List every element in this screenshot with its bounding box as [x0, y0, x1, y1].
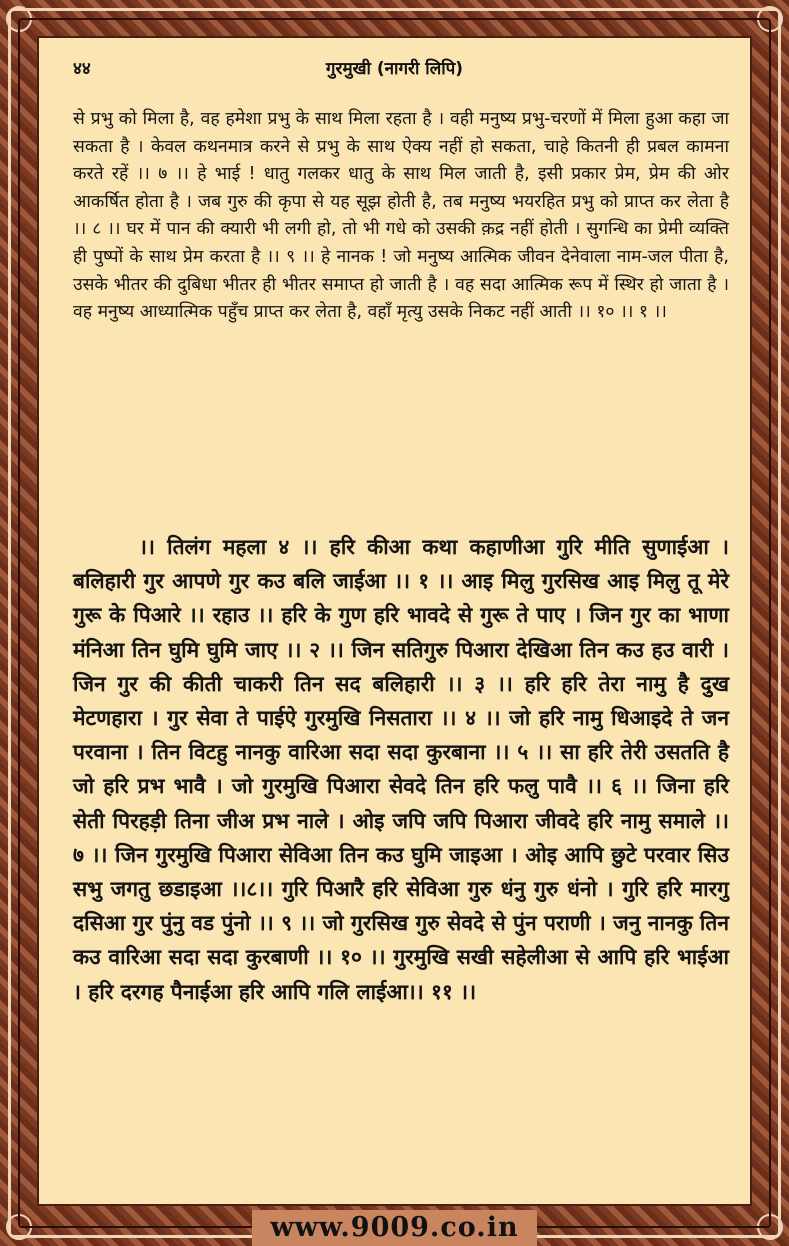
footer	[0, 1210, 789, 1246]
page	[37, 36, 752, 1206]
page-number: ४४	[73, 59, 91, 79]
running-title: गुरमुखी (नागरी लिपि)	[325, 59, 464, 79]
corner-ornament-top-right	[757, 6, 783, 32]
website-url[interactable]: www.9009.co.in	[252, 1210, 536, 1246]
commentary-paragraph: से प्रभु को मिला है, वह हमेशा प्रभु के साथ मिला रहता है । वही मनुष्य प्रभु-चरणों में मिला हुआ कहा जा सकता है । केवल कथनमात्र करने से प्रभु के साथ ऐक्य नहीं हो सकता, चाहे कितनी ही प्रबल कामना करते रहें ।। ७ ।। हे भाई ! धातु गलकर धातु के साथ मिल जाती है, इसी प्रकार प्रेम, प्रेम की ओर आकर्षित होता है । जब गुरु की कृपा से यह सूझ होती है, तब मनुष्य भयरहित प्रभु को प्राप्त कर लेता है ।। ८ ।। घर में पान की क्यारी भी लगी हो, तो भी गधे को उसकी क़द्र नहीं होती । सुगन्धि का प्रेमी व्यक्ति ही पुष्पों के साथ प्रेम करता है ।। ९ ।। हे नानक ! जो मनुष्य आत्मिक जीवन देनेवाला नाम-जल पीता है, उसके भीतर की दुबिधा भीतर ही भीतर समाप्त हो जाती है । वह सदा आत्मिक रूप में स्थिर हो जाता है । वह मनुष्य आध्यात्मिक पहुँच प्राप्त कर लेता है, वहाँ मृत्यु उसके निकट नहीं आती ।। १० ।। १ ।।	[73, 109, 729, 323]
verse-paragraph: ।। तिलंग महला ४ ।। हरि कीआ कथा कहाणीआ गुरि मीति सुणाईआ । बलिहारी गुर आपणे गुर कउ बलि जाईआ ।। १ ।। आइ मिलु गुरसिख आइ मिलु तू मेरे गुरू के पिआरे ।। रहाउ ।। हरि के गुण हरि भावदे से गुरू ते पाए । जिन गुर का भाणा मंनिआ तिन घुमि घुमि जाए ।। २ ।। जिन सतिगुरु पिआरा देखिआ तिन कउ हउ वारी । जिन गुर की कीती चाकरी तिन सद बलिहारी ।। ३ ।। हरि हरि तेरा नामु है दुख मेटणहारा । गुर सेवा ते पाईऐ गुरमुखि निसतारा ।। ४ ।। जो हरि नामु धिआइदे ते जन परवाना । तिन विटहु नानकु वारिआ सदा सदा कुरबाना ।। ५ ।। सा हरि तेरी उसतति है जो हरि प्रभ भावै । जो गुरमुखि पिआरा सेवदे तिन हरि फलु पावै ।। ६ ।। जिना हरि सेती पिरहड़ी तिना जीअ प्रभ नाले । ओइ जपि जपि पिआरा जीवदे हरि नामु समाले ।। ७ ।। जिन गुरमुखि पिआरा सेविआ तिन कउ घुमि जाइआ । ओइ आपि छुटे परवार सिउ सभु जगतु छडाइआ ।।८।। गुरि पिआरै हरि सेविआ गुरु धंनु गुरु धंनो । गुरि हरि मारगु दसिआ गुर पुंनु वड पुंनो ।। ९ ।। जो गुरसिख गुरु सेवदे से पुंन पराणी । जनु नानकु तिन कउ वारिआ सदा सदा कुरबाणी ।। १० ।। गुरमुखि सखी सहेलीआ से आपि हरि भाईआ । हरि दरगह पैनाईआ हरि आपि गलि लाईआ।। ११ ।।	[73, 535, 729, 1004]
corner-ornament-top-left	[6, 6, 32, 32]
page-header	[39, 56, 750, 86]
